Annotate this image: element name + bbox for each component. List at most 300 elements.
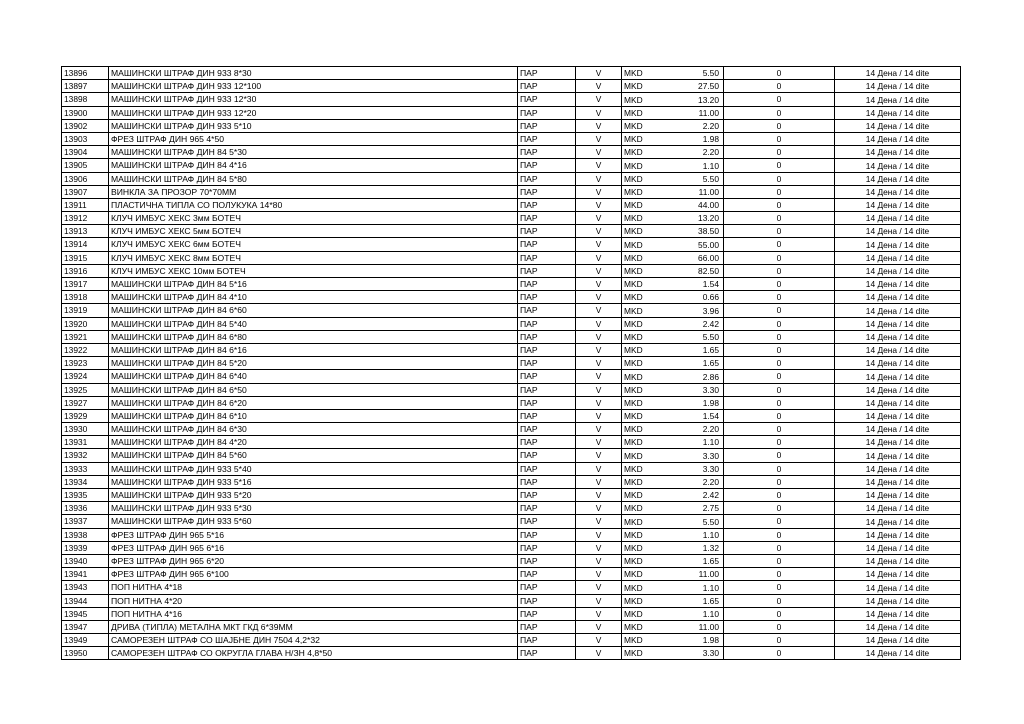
unit-cell: ПАР [518,67,576,80]
quantity-cell: 0 [724,568,835,581]
v-mark-cell: V [576,541,622,554]
delivery-term-cell: 14 Дена / 14 dite [835,449,961,462]
currency-cell: MKD [622,409,653,422]
item-code-cell: 13930 [62,423,109,436]
item-code-cell: 13937 [62,515,109,528]
table-row [62,528,961,541]
price-cell: 2.20 [652,423,724,436]
quantity-cell: 0 [724,647,835,660]
unit-cell: ПАР [518,396,576,409]
item-code-cell: 13936 [62,502,109,515]
item-name-cell: МАШИНСКИ ШТРАФ ДИН 84 6*60 [109,304,518,317]
delivery-term-cell: 14 Дена / 14 dite [835,212,961,225]
unit-cell: ПАР [518,343,576,356]
item-code-cell: 13940 [62,554,109,567]
item-name-cell: ПЛАСТИЧНА ТИПЛА СО ПОЛУКУКА 14*80 [109,198,518,211]
table-row [62,238,961,251]
unit-cell: ПАР [518,119,576,132]
item-code-cell: 13931 [62,436,109,449]
table-row [62,198,961,211]
delivery-term-cell: 14 Дена / 14 dite [835,251,961,264]
table-row [62,106,961,119]
quantity-cell: 0 [724,80,835,93]
price-cell: 2.20 [652,119,724,132]
unit-cell: ПАР [518,515,576,528]
price-cell: 44.00 [652,198,724,211]
currency-cell: MKD [622,607,653,620]
item-code-cell: 13950 [62,647,109,660]
item-name-cell: МАШИНСКИ ШТРАФ ДИН 933 12*20 [109,106,518,119]
currency-cell: MKD [622,475,653,488]
delivery-term-cell: 14 Дена / 14 dite [835,396,961,409]
quantity-cell: 0 [724,185,835,198]
price-cell: 11.00 [652,106,724,119]
v-mark-cell: V [576,212,622,225]
price-cell: 82.50 [652,264,724,277]
quantity-cell: 0 [724,436,835,449]
delivery-term-cell: 14 Дена / 14 dite [835,172,961,185]
price-cell: 1.54 [652,278,724,291]
table-row [62,489,961,502]
price-cell: 1.98 [652,132,724,145]
quantity-cell: 0 [724,462,835,475]
v-mark-cell: V [576,436,622,449]
currency-cell: MKD [622,502,653,515]
v-mark-cell: V [576,634,622,647]
price-cell: 1.10 [652,607,724,620]
quantity-cell: 0 [724,370,835,383]
table-row [62,607,961,620]
delivery-term-cell: 14 Дена / 14 dite [835,198,961,211]
table-row [62,502,961,515]
v-mark-cell: V [576,198,622,211]
currency-cell: MKD [622,581,653,594]
currency-cell: MKD [622,449,653,462]
quantity-cell: 0 [724,409,835,422]
item-name-cell: МАШИНСКИ ШТРАФ ДИН 84 4*10 [109,291,518,304]
price-cell: 5.50 [652,330,724,343]
delivery-term-cell: 14 Дена / 14 dite [835,119,961,132]
v-mark-cell: V [576,80,622,93]
item-code-cell: 13913 [62,225,109,238]
price-cell: 1.65 [652,357,724,370]
currency-cell: MKD [622,528,653,541]
unit-cell: ПАР [518,80,576,93]
item-name-cell: ФРЕЗ ШТРАФ ДИН 965 6*20 [109,554,518,567]
currency-cell: MKD [622,225,653,238]
table-row [62,330,961,343]
item-code-cell: 13944 [62,594,109,607]
item-code-cell: 13943 [62,581,109,594]
table-row [62,159,961,172]
currency-cell: MKD [622,198,653,211]
item-code-cell: 13905 [62,159,109,172]
quantity-cell: 0 [724,264,835,277]
item-name-cell: МАШИНСКИ ШТРАФ ДИН 933 12*30 [109,93,518,106]
quantity-cell: 0 [724,515,835,528]
delivery-term-cell: 14 Дена / 14 dite [835,132,961,145]
currency-cell: MKD [622,80,653,93]
v-mark-cell: V [576,449,622,462]
price-cell: 2.75 [652,502,724,515]
item-code-cell: 13919 [62,304,109,317]
item-name-cell: МАШИНСКИ ШТРАФ ДИН 84 4*20 [109,436,518,449]
price-cell: 1.32 [652,541,724,554]
v-mark-cell: V [576,581,622,594]
v-mark-cell: V [576,475,622,488]
v-mark-cell: V [576,554,622,567]
delivery-term-cell: 14 Дена / 14 dite [835,67,961,80]
table-row [62,317,961,330]
currency-cell: MKD [622,370,653,383]
item-name-cell: КЛУЧ ИМБУС ХЕКС 6мм БОТЕЧ [109,238,518,251]
v-mark-cell: V [576,515,622,528]
quantity-cell: 0 [724,541,835,554]
currency-cell: MKD [622,423,653,436]
item-code-cell: 13900 [62,106,109,119]
price-cell: 1.10 [652,528,724,541]
unit-cell: ПАР [518,568,576,581]
v-mark-cell: V [576,568,622,581]
item-name-cell: МАШИНСКИ ШТРАФ ДИН 84 6*50 [109,383,518,396]
v-mark-cell: V [576,594,622,607]
currency-cell: MKD [622,436,653,449]
table-row [62,132,961,145]
delivery-term-cell: 14 Дена / 14 dite [835,634,961,647]
v-mark-cell: V [576,106,622,119]
v-mark-cell: V [576,409,622,422]
quantity-cell: 0 [724,502,835,515]
currency-cell: MKD [622,330,653,343]
quantity-cell: 0 [724,132,835,145]
unit-cell: ПАР [518,185,576,198]
quantity-cell: 0 [724,607,835,620]
delivery-term-cell: 14 Дена / 14 dite [835,159,961,172]
item-code-cell: 13922 [62,343,109,356]
table-row [62,568,961,581]
item-name-cell: МАШИНСКИ ШТРАФ ДИН 84 4*16 [109,159,518,172]
price-cell: 1.54 [652,409,724,422]
item-name-cell: ФРЕЗ ШТРАФ ДИН 965 4*50 [109,132,518,145]
quantity-cell: 0 [724,317,835,330]
price-cell: 38.50 [652,225,724,238]
v-mark-cell: V [576,159,622,172]
unit-cell: ПАР [518,278,576,291]
delivery-term-cell: 14 Дена / 14 dite [835,185,961,198]
quantity-cell: 0 [724,251,835,264]
unit-cell: ПАР [518,238,576,251]
unit-cell: ПАР [518,225,576,238]
v-mark-cell: V [576,383,622,396]
price-cell: 1.98 [652,634,724,647]
table-row [62,396,961,409]
item-code-cell: 13897 [62,80,109,93]
delivery-term-cell: 14 Дена / 14 dite [835,436,961,449]
table-row [62,462,961,475]
delivery-term-cell: 14 Дена / 14 dite [835,264,961,277]
delivery-term-cell: 14 Дена / 14 dite [835,489,961,502]
unit-cell: ПАР [518,93,576,106]
currency-cell: MKD [622,119,653,132]
item-code-cell: 13938 [62,528,109,541]
delivery-term-cell: 14 Дена / 14 dite [835,225,961,238]
table-row [62,251,961,264]
delivery-term-cell: 14 Дена / 14 dite [835,357,961,370]
delivery-term-cell: 14 Дена / 14 dite [835,620,961,633]
quantity-cell: 0 [724,634,835,647]
unit-cell: ПАР [518,198,576,211]
quantity-cell: 0 [724,93,835,106]
unit-cell: ПАР [518,330,576,343]
item-name-cell: МАШИНСКИ ШТРАФ ДИН 84 5*80 [109,172,518,185]
table-row [62,634,961,647]
item-code-cell: 13917 [62,278,109,291]
v-mark-cell: V [576,317,622,330]
price-cell: 27.50 [652,80,724,93]
quantity-cell: 0 [724,594,835,607]
item-name-cell: МАШИНСКИ ШТРАФ ДИН 84 5*30 [109,146,518,159]
price-cell: 3.96 [652,304,724,317]
currency-cell: MKD [622,515,653,528]
quantity-cell: 0 [724,278,835,291]
item-name-cell: МАШИНСКИ ШТРАФ ДИН 933 5*30 [109,502,518,515]
item-name-cell: МАШИНСКИ ШТРАФ ДИН 933 12*100 [109,80,518,93]
delivery-term-cell: 14 Дена / 14 dite [835,80,961,93]
unit-cell: ПАР [518,647,576,660]
item-name-cell: МАШИНСКИ ШТРАФ ДИН 84 6*16 [109,343,518,356]
quantity-cell: 0 [724,489,835,502]
table-row [62,146,961,159]
currency-cell: MKD [622,462,653,475]
table-row [62,581,961,594]
item-name-cell: МАШИНСКИ ШТРАФ ДИН 84 6*20 [109,396,518,409]
price-cell: 5.50 [652,67,724,80]
v-mark-cell: V [576,396,622,409]
quantity-cell: 0 [724,291,835,304]
item-name-cell: ДРИВА (ТИПЛА) МЕТАЛНА МКТ ГКД 6*39ММ [109,620,518,633]
currency-cell: MKD [622,541,653,554]
unit-cell: ПАР [518,291,576,304]
currency-cell: MKD [622,93,653,106]
delivery-term-cell: 14 Дена / 14 dite [835,554,961,567]
price-cell: 3.30 [652,383,724,396]
quantity-cell: 0 [724,449,835,462]
unit-cell: ПАР [518,304,576,317]
unit-cell: ПАР [518,502,576,515]
table-row [62,515,961,528]
price-cell: 5.50 [652,515,724,528]
v-mark-cell: V [576,132,622,145]
v-mark-cell: V [576,225,622,238]
currency-cell: MKD [622,647,653,660]
currency-cell: MKD [622,568,653,581]
item-code-cell: 13949 [62,634,109,647]
currency-cell: MKD [622,304,653,317]
unit-cell: ПАР [518,357,576,370]
quantity-cell: 0 [724,238,835,251]
table-row [62,620,961,633]
delivery-term-cell: 14 Дена / 14 dite [835,106,961,119]
item-code-cell: 13903 [62,132,109,145]
item-name-cell: КЛУЧ ИМБУС ХЕКС 5мм БОТЕЧ [109,225,518,238]
price-cell: 1.65 [652,343,724,356]
currency-cell: MKD [622,554,653,567]
currency-cell: MKD [622,396,653,409]
table-row [62,80,961,93]
table-row [62,449,961,462]
item-name-cell: ПОП НИТНА 4*16 [109,607,518,620]
unit-cell: ПАР [518,409,576,422]
quantity-cell: 0 [724,198,835,211]
table-row [62,647,961,660]
currency-cell: MKD [622,383,653,396]
item-name-cell: ПОП НИТНА 4*18 [109,581,518,594]
v-mark-cell: V [576,357,622,370]
table-row [62,304,961,317]
item-code-cell: 13911 [62,198,109,211]
unit-cell: ПАР [518,554,576,567]
table-row [62,119,961,132]
delivery-term-cell: 14 Дена / 14 dite [835,647,961,660]
item-name-cell: МАШИНСКИ ШТРАФ ДИН 84 6*10 [109,409,518,422]
delivery-term-cell: 14 Дена / 14 dite [835,291,961,304]
v-mark-cell: V [576,119,622,132]
delivery-term-cell: 14 Дена / 14 dite [835,528,961,541]
price-cell: 1.10 [652,436,724,449]
quantity-cell: 0 [724,172,835,185]
quantity-cell: 0 [724,212,835,225]
delivery-term-cell: 14 Дена / 14 dite [835,317,961,330]
table-row [62,541,961,554]
currency-cell: MKD [622,106,653,119]
quantity-cell: 0 [724,620,835,633]
item-code-cell: 13904 [62,146,109,159]
table-row [62,436,961,449]
currency-cell: MKD [622,159,653,172]
quantity-cell: 0 [724,343,835,356]
item-code-cell: 13898 [62,93,109,106]
price-cell: 0.66 [652,291,724,304]
unit-cell: ПАР [518,264,576,277]
v-mark-cell: V [576,330,622,343]
currency-cell: MKD [622,132,653,145]
delivery-term-cell: 14 Дена / 14 dite [835,541,961,554]
v-mark-cell: V [576,251,622,264]
currency-cell: MKD [622,594,653,607]
price-cell: 1.10 [652,159,724,172]
item-name-cell: МАШИНСКИ ШТРАФ ДИН 933 5*16 [109,475,518,488]
v-mark-cell: V [576,67,622,80]
item-name-cell: КЛУЧ ИМБУС ХЕКС 10мм БОТЕЧ [109,264,518,277]
v-mark-cell: V [576,647,622,660]
quantity-cell: 0 [724,225,835,238]
item-name-cell: САМОРЕЗЕН ШТРАФ СО ОКРУГЛА ГЛАВА Н/ЗН 4,8*50 [109,647,518,660]
delivery-term-cell: 14 Дена / 14 dite [835,607,961,620]
price-cell: 2.42 [652,489,724,502]
unit-cell: ПАР [518,251,576,264]
item-code-cell: 13902 [62,119,109,132]
delivery-term-cell: 14 Дена / 14 dite [835,93,961,106]
unit-cell: ПАР [518,489,576,502]
table-row [62,409,961,422]
delivery-term-cell: 14 Дена / 14 dite [835,462,961,475]
delivery-term-cell: 14 Дена / 14 dite [835,278,961,291]
price-cell: 2.42 [652,317,724,330]
v-mark-cell: V [576,93,622,106]
table-row [62,278,961,291]
item-code-cell: 13924 [62,370,109,383]
quantity-cell: 0 [724,304,835,317]
item-name-cell: ФРЕЗ ШТРАФ ДИН 965 5*16 [109,528,518,541]
unit-cell: ПАР [518,581,576,594]
unit-cell: ПАР [518,449,576,462]
currency-cell: MKD [622,278,653,291]
table-row [62,357,961,370]
unit-cell: ПАР [518,212,576,225]
price-cell: 13.20 [652,212,724,225]
v-mark-cell: V [576,528,622,541]
v-mark-cell: V [576,304,622,317]
unit-cell: ПАР [518,317,576,330]
price-list-body [62,67,961,660]
delivery-term-cell: 14 Дена / 14 dite [835,568,961,581]
currency-cell: MKD [622,291,653,304]
item-name-cell: МАШИНСКИ ШТРАФ ДИН 933 5*60 [109,515,518,528]
v-mark-cell: V [576,620,622,633]
table-row [62,475,961,488]
table-row [62,291,961,304]
item-name-cell: ФРЕЗ ШТРАФ ДИН 965 6*16 [109,541,518,554]
delivery-term-cell: 14 Дена / 14 dite [835,343,961,356]
quantity-cell: 0 [724,146,835,159]
item-name-cell: МАШИНСКИ ШТРАФ ДИН 84 6*30 [109,423,518,436]
item-name-cell: МАШИНСКИ ШТРАФ ДИН 933 5*40 [109,462,518,475]
table-row [62,185,961,198]
price-cell: 3.30 [652,449,724,462]
price-cell: 11.00 [652,568,724,581]
price-cell: 2.20 [652,475,724,488]
price-cell: 1.10 [652,581,724,594]
item-name-cell: САМОРЕЗЕН ШТРАФ СО ШАЈБНЕ ДИН 7504 4,2*32 [109,634,518,647]
item-name-cell: КЛУЧ ИМБУС ХЕКС 8мм БОТЕЧ [109,251,518,264]
quantity-cell: 0 [724,396,835,409]
item-name-cell: ФРЕЗ ШТРАФ ДИН 965 6*100 [109,568,518,581]
delivery-term-cell: 14 Дена / 14 dite [835,330,961,343]
currency-cell: MKD [622,489,653,502]
v-mark-cell: V [576,423,622,436]
item-code-cell: 13927 [62,396,109,409]
unit-cell: ПАР [518,620,576,633]
item-code-cell: 13925 [62,383,109,396]
table-row [62,594,961,607]
quantity-cell: 0 [724,581,835,594]
v-mark-cell: V [576,502,622,515]
table-row [62,264,961,277]
v-mark-cell: V [576,172,622,185]
item-name-cell: МАШИНСКИ ШТРАФ ДИН 933 5*20 [109,489,518,502]
table-row [62,212,961,225]
quantity-cell: 0 [724,67,835,80]
table-row [62,67,961,80]
v-mark-cell: V [576,343,622,356]
price-cell: 3.30 [652,647,724,660]
delivery-term-cell: 14 Дена / 14 dite [835,594,961,607]
currency-cell: MKD [622,146,653,159]
delivery-term-cell: 14 Дена / 14 dite [835,502,961,515]
currency-cell: MKD [622,343,653,356]
v-mark-cell: V [576,462,622,475]
delivery-term-cell: 14 Дена / 14 dite [835,515,961,528]
